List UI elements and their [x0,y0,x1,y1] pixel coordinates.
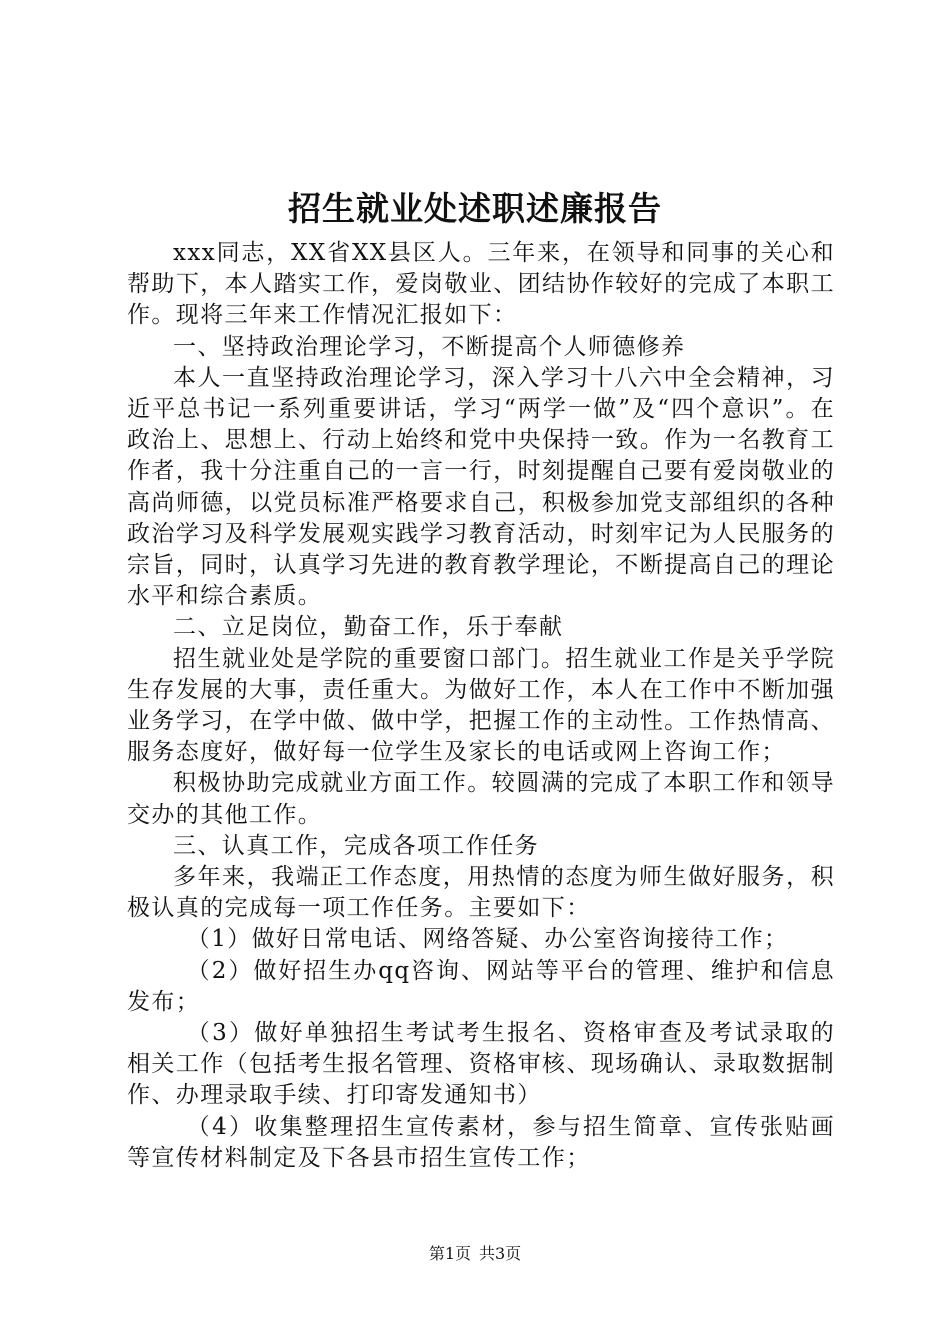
paragraph-section-2b: 积极协助完成就业方面工作。较圆满的完成了本职工作和领导交办的其他工作。 [127,770,835,828]
paragraph-section-2a: 招生就业处是学院的重要窗口部门。招生就业工作是关乎学院生存发展的大事，责任重大。为做好工作，本人在工作中不断加强业务学习，在学中做、做中学，把握工作的主动性。工作热情高、服务态度好，做好每一位学生及家长的电话或网上咨询工作； [127,645,835,766]
document-body [127,238,835,1174]
list-item-2: （2）做好招生办qq咨询、网站等平台的管理、维护和信息发布； [127,957,835,1015]
page-total: 共3页 [479,1244,522,1263]
paragraph-section-3: 多年来，我端正工作态度，用热情的态度为师生做好服务，积极认真的完成每一项工作任务。主要如下： [127,864,835,922]
list-item-1: （1）做好日常电话、网络答疑、办公室咨询接待工作； [186,926,789,953]
document-title: 招生就业处述职述廉报告 [288,189,662,228]
section-heading-1: 一、坚持政治理论学习，不断提高个人师德修养 [173,333,686,360]
paragraph-intro: xxx同志，XX省XX县区人。三年来，在领导和同事的关心和帮助下，本人踏实工作，爱岗敬业、团结协作较好的完成了本职工作。现将三年来工作情况汇报如下： [127,240,835,329]
list-item-3: （3）做好单独招生考试考生报名、资格审查及考试录取的相关工作（包括考生报名管理、资格审核、现场确认、录取数据制作、办理录取手续、打印寄发通知书） [127,1020,835,1109]
page-footer [0,1242,950,1266]
list-item-4: （4）收集整理招生宣传素材，参与招生简章、宣传张贴画等宣传材料制定及下各县市招生宣传工作； [127,1113,835,1171]
page-number: 第1页 [428,1244,471,1263]
section-heading-3: 三、认真工作，完成各项工作任务 [173,832,539,859]
paragraph-section-1: 本人一直坚持政治理论学习，深入学习十八六中全会精神，习近平总书记一系列重要讲话，学习“两学一做”及“四个意识”。在政治上、思想上、行动上始终和党中央保持一致。作为一名教育工作者，我十分注重自己的一言一行，时刻提醒自己要有爱岗敬业的高尚师德，以党员标准严格要求自己，积极参加党支部组织的各种政治学习及科学发展观实践学习教育活动，时刻牢记为人民服务的宗旨，同时，认真学习先进的教育教学理论，不断提高自己的理论水平和综合素质。 [127,364,835,610]
section-heading-2: 二、立足岗位，勤奋工作，乐于奉献 [173,614,564,641]
